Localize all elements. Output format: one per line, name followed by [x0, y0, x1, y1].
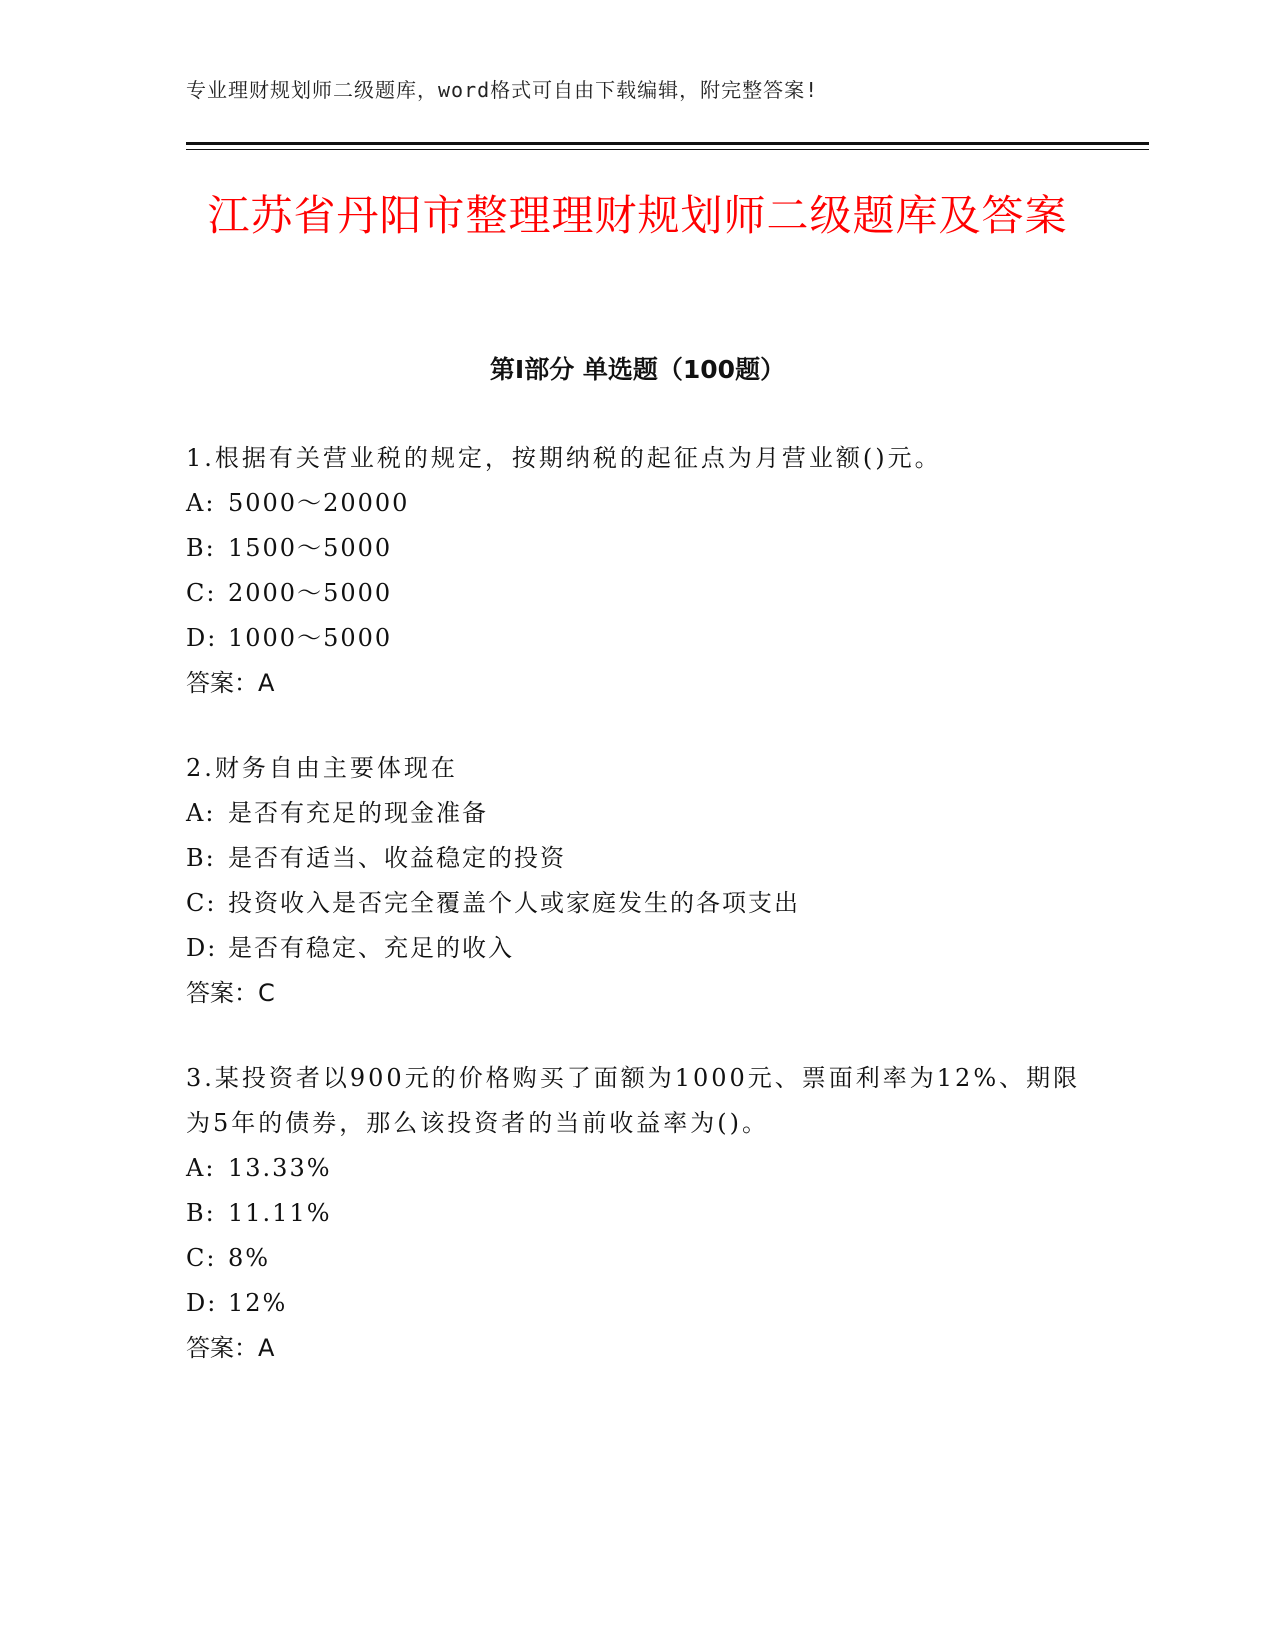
- option-key: B:: [186, 844, 216, 872]
- question-1: [186, 436, 1086, 706]
- option-a: [186, 481, 1086, 526]
- option-text: 是否有充足的现金准备: [228, 799, 488, 827]
- question-text: 3.某投资者以900元的价格购买了面额为1000元、票面利率为12%、期限为5年的债券，那么该投资者的当前收益率为()。: [186, 1064, 1081, 1137]
- header-rule-thick: [186, 142, 1149, 145]
- option-b: [186, 836, 1086, 881]
- question-3: [186, 1056, 1086, 1371]
- option-text: 投资收入是否完全覆盖个人或家庭发生的各项支出: [228, 889, 800, 917]
- option-key: A:: [186, 799, 216, 827]
- option-c: [186, 571, 1086, 616]
- option-d: [186, 926, 1086, 971]
- option-key: B:: [186, 534, 216, 562]
- option-key: C:: [186, 889, 217, 917]
- answer: 答案：A: [186, 669, 275, 697]
- answer: 答案：A: [186, 1334, 275, 1362]
- option-a: [186, 791, 1086, 836]
- answer: 答案：C: [186, 979, 275, 1007]
- question-2: [186, 746, 1086, 1016]
- option-text: 5000～20000: [228, 489, 410, 517]
- question-text: 2.财务自由主要体现在: [186, 754, 458, 782]
- option-key: A:: [186, 489, 216, 517]
- document-title: 江苏省丹阳市整理理财规划师二级题库及答案: [207, 191, 1068, 240]
- option-key: D:: [186, 1289, 218, 1317]
- header-rule-thin: [186, 149, 1149, 150]
- option-key: A:: [186, 1154, 216, 1182]
- option-key: B:: [186, 1199, 216, 1227]
- option-b: [186, 1191, 1086, 1236]
- option-key: C:: [186, 579, 217, 607]
- option-b: [186, 526, 1086, 571]
- option-text: 8%: [228, 1244, 271, 1272]
- question-list: [186, 436, 1086, 1411]
- option-a: [186, 1146, 1086, 1191]
- option-c: [186, 1236, 1086, 1281]
- option-text: 是否有稳定、充足的收入: [228, 934, 514, 962]
- question-text: 1.根据有关营业税的规定，按期纳税的起征点为月营业额()元。: [186, 444, 942, 472]
- option-text: 11.11%: [228, 1199, 332, 1227]
- option-key: D:: [186, 624, 218, 652]
- option-key: D:: [186, 934, 218, 962]
- option-text: 是否有适当、收益稳定的投资: [228, 844, 566, 872]
- option-c: [186, 881, 1086, 926]
- option-text: 1500～5000: [228, 534, 393, 562]
- header-note: 专业理财规划师二级题库，word格式可自由下载编辑，附完整答案!: [186, 78, 819, 102]
- option-d: [186, 1281, 1086, 1326]
- option-d: [186, 616, 1086, 661]
- section-title: 第Ⅰ部分 单选题（100题）: [489, 355, 786, 384]
- option-key: C:: [186, 1244, 217, 1272]
- option-text: 12%: [228, 1289, 288, 1317]
- option-text: 13.33%: [228, 1154, 332, 1182]
- option-text: 1000～5000: [228, 624, 393, 652]
- option-text: 2000～5000: [228, 579, 393, 607]
